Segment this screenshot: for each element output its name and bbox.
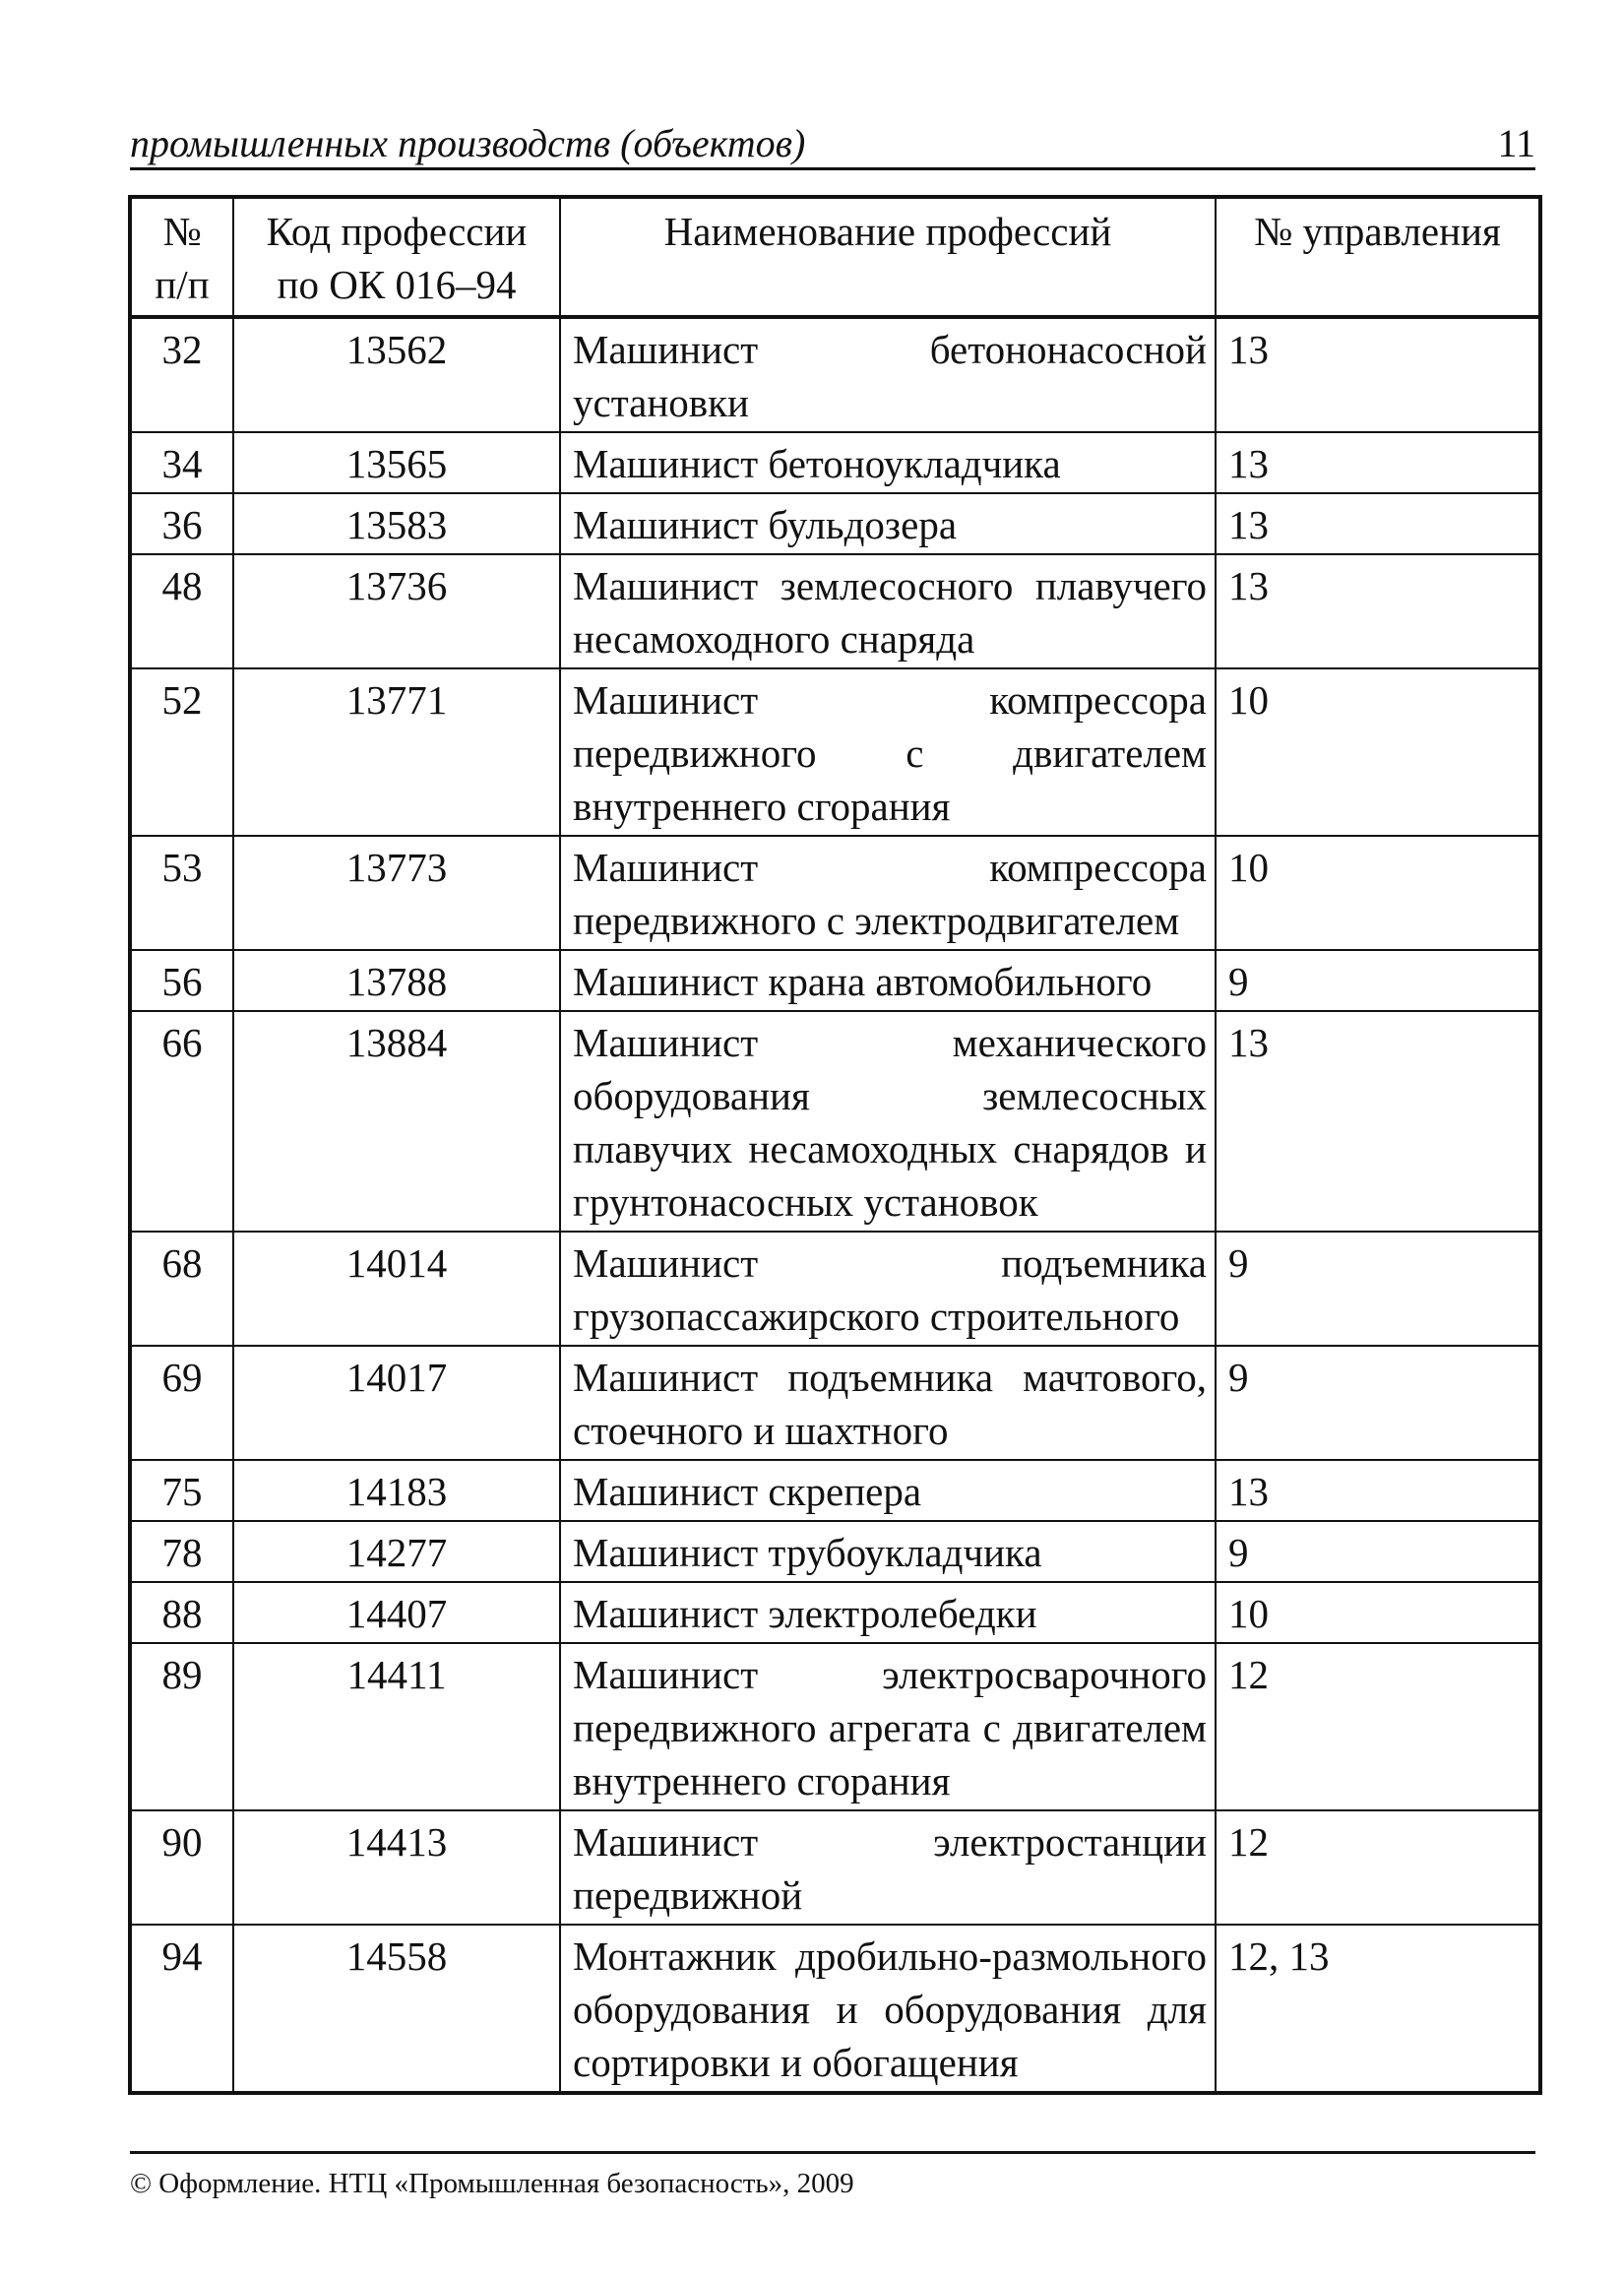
table-row <box>130 668 1540 836</box>
table-row <box>130 493 1540 554</box>
profession-name: Машинист землесосного плавучего несамоходного снаряда <box>560 554 1216 668</box>
department-number: 12 <box>1216 1643 1540 1810</box>
profession-name: Машинист бетоноукладчика <box>560 432 1216 493</box>
row-number: 89 <box>130 1643 233 1810</box>
row-number: 36 <box>130 493 233 554</box>
profession-code: 13583 <box>233 493 560 554</box>
department-number: 9 <box>1216 1346 1540 1460</box>
column-header-code: Код профессии по ОК 016–94 <box>233 197 560 317</box>
profession-name: Машинист подъемника мачтового, стоечного и шахтного <box>560 1346 1216 1460</box>
row-number: 88 <box>130 1582 233 1643</box>
profession-name: Машинист электролебедки <box>560 1582 1216 1643</box>
column-header-number: № п/п <box>130 197 233 317</box>
row-number: 78 <box>130 1521 233 1582</box>
footer-divider <box>130 2151 1535 2154</box>
row-number: 66 <box>130 1011 233 1232</box>
profession-name: Машинист подъемника грузопассажирского строительного <box>560 1232 1216 1346</box>
department-number: 9 <box>1216 1521 1540 1582</box>
profession-name: Машинист скрепера <box>560 1460 1216 1521</box>
profession-name: Машинист трубоукладчика <box>560 1521 1216 1582</box>
profession-code: 14017 <box>233 1346 560 1460</box>
table-row <box>130 1521 1540 1582</box>
table-row <box>130 1011 1540 1232</box>
profession-name: Машинист электросварочного передвижного агрегата с двигателем внутреннего сгорания <box>560 1643 1216 1810</box>
department-number: 13 <box>1216 1011 1540 1232</box>
profession-code: 13773 <box>233 836 560 950</box>
department-number: 13 <box>1216 317 1540 432</box>
department-number: 13 <box>1216 493 1540 554</box>
table-row <box>130 554 1540 668</box>
running-header <box>130 116 1535 170</box>
department-number: 10 <box>1216 1582 1540 1643</box>
profession-name: Машинист компрессора передвижного с двигателем внутреннего сгорания <box>560 668 1216 836</box>
department-number: 9 <box>1216 1232 1540 1346</box>
profession-code: 14558 <box>233 1925 560 2093</box>
department-number: 13 <box>1216 1460 1540 1521</box>
department-number: 13 <box>1216 432 1540 493</box>
profession-name: Машинист бетононасосной установки <box>560 317 1216 432</box>
profession-code: 14407 <box>233 1582 560 1643</box>
row-number: 56 <box>130 950 233 1011</box>
row-number: 94 <box>130 1925 233 2093</box>
row-number: 32 <box>130 317 233 432</box>
department-number: 12, 13 <box>1216 1925 1540 2093</box>
department-number: 12 <box>1216 1810 1540 1925</box>
profession-name: Машинист механического оборудования землесосных плавучих несамоходных снарядов и грунтонасосных установок <box>560 1011 1216 1232</box>
profession-name: Монтажник дробильно-размольного оборудования и оборудования для сортировки и обогащения <box>560 1925 1216 2093</box>
profession-code: 14014 <box>233 1232 560 1346</box>
department-number: 13 <box>1216 554 1540 668</box>
table-row <box>130 1925 1540 2093</box>
table-row <box>130 950 1540 1011</box>
profession-code: 13884 <box>233 1011 560 1232</box>
page-number: 11 <box>1497 121 1535 165</box>
table-row <box>130 317 1540 432</box>
profession-code: 14411 <box>233 1643 560 1810</box>
profession-name: Машинист компрессора передвижного с электродвигателем <box>560 836 1216 950</box>
profession-code: 13771 <box>233 668 560 836</box>
profession-name: Машинист бульдозера <box>560 493 1216 554</box>
profession-name: Машинист электростанции передвижной <box>560 1810 1216 1925</box>
profession-code: 14183 <box>233 1460 560 1521</box>
department-number: 9 <box>1216 950 1540 1011</box>
row-number: 69 <box>130 1346 233 1460</box>
row-number: 90 <box>130 1810 233 1925</box>
footer-copyright: © Оформление. НТЦ «Промышленная безопасность», 2009 <box>130 2168 854 2199</box>
row-number: 53 <box>130 836 233 950</box>
profession-name: Машинист крана автомобильного <box>560 950 1216 1011</box>
department-number: 10 <box>1216 836 1540 950</box>
table-row <box>130 432 1540 493</box>
column-header-department: № управления <box>1216 197 1540 317</box>
row-number: 75 <box>130 1460 233 1521</box>
department-number: 10 <box>1216 668 1540 836</box>
profession-code: 13565 <box>233 432 560 493</box>
table-row <box>130 1232 1540 1346</box>
row-number: 34 <box>130 432 233 493</box>
profession-code: 14277 <box>233 1521 560 1582</box>
profession-code: 13788 <box>233 950 560 1011</box>
table-header-row <box>130 197 1540 317</box>
profession-code: 14413 <box>233 1810 560 1925</box>
profession-code: 13562 <box>233 317 560 432</box>
row-number: 68 <box>130 1232 233 1346</box>
header-title: промышленных производств (объектов) <box>130 121 806 165</box>
table-row <box>130 836 1540 950</box>
table-row <box>130 1346 1540 1460</box>
table-row <box>130 1810 1540 1925</box>
row-number: 48 <box>130 554 233 668</box>
table-row <box>130 1582 1540 1643</box>
professions-table <box>128 195 1542 2095</box>
profession-code: 13736 <box>233 554 560 668</box>
table-row <box>130 1460 1540 1521</box>
table-body <box>130 317 1540 2093</box>
row-number: 52 <box>130 668 233 836</box>
table-row <box>130 1643 1540 1810</box>
column-header-name: Наименование профессий <box>560 197 1216 317</box>
